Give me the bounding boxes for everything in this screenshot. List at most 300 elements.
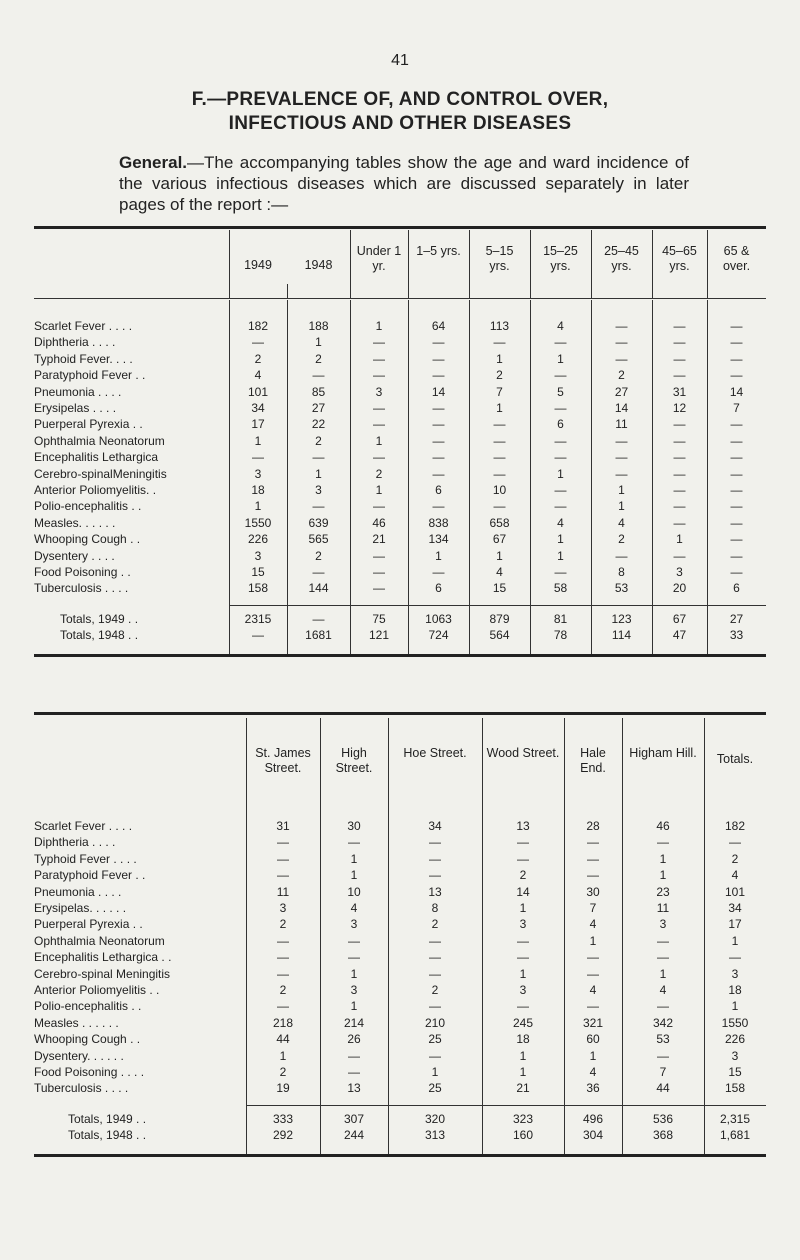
table-cell: 188 [308, 319, 329, 333]
table-cell: 226 [247, 532, 269, 547]
table-cell: 27 [614, 384, 629, 399]
table-cell: — [493, 450, 506, 465]
table-cell: — [673, 335, 686, 350]
top-rule [34, 226, 766, 229]
table-cell: 4 [557, 515, 564, 530]
table-cell: 1 [435, 548, 442, 563]
table-cell: — [615, 351, 628, 366]
row-label: Encephalitis Lethargica . . [34, 950, 172, 965]
totals-cell: 67 [672, 611, 687, 626]
table-cell: 17 [251, 417, 265, 432]
column-header: 25–45 yrs. [604, 244, 639, 273]
table-cell: 1 [496, 401, 503, 415]
table-cell: — [432, 335, 445, 350]
table-cell: 1 [557, 532, 564, 547]
row-label: Food Poisoning . . . . [34, 1065, 145, 1079]
table-cell: 4 [589, 1065, 597, 1079]
table-cell: 182 [247, 319, 269, 333]
bottom-rule [34, 654, 766, 657]
table-cell: — [554, 483, 567, 497]
table-cell: — [312, 565, 325, 579]
table-cell: 4 [731, 868, 739, 883]
table-cell: 2 [279, 983, 287, 997]
intro-text: —The accompanying tables show the age and ward incidence of the various infectious diseases which are discussed separately in later pages of the report :— [119, 153, 689, 214]
table-cell: 4 [659, 983, 667, 997]
table-cell: 17 [728, 917, 742, 932]
table-cell: — [517, 851, 529, 866]
table-cell: 26 [347, 1032, 361, 1047]
table-cell: — [277, 999, 289, 1014]
table-cell: 15 [251, 565, 265, 579]
totals-cell: 304 [582, 1128, 604, 1143]
table-cell: — [587, 868, 599, 883]
table-cell: 1 [659, 966, 667, 981]
column-divider [408, 230, 409, 298]
table-cell: 1 [315, 466, 322, 481]
table-cell: — [432, 433, 445, 448]
table-cell: 342 [652, 1015, 674, 1030]
table-cell: 1 [659, 868, 667, 883]
table-cell: — [373, 401, 385, 415]
table-cell: 6 [435, 581, 442, 596]
table-cell: 245 [512, 1015, 534, 1030]
table-cell: 6 [557, 417, 564, 432]
table-cell: 210 [424, 1015, 446, 1030]
table-cell: 1 [519, 1048, 527, 1063]
table-cell: 3 [350, 917, 358, 932]
row-label: Encephalitis Lethargica [34, 450, 159, 465]
table-cell: — [657, 1048, 669, 1063]
table-cell: 101 [247, 384, 269, 399]
table-cell: 11 [656, 901, 670, 915]
table-cell: — [373, 450, 385, 465]
totals-cell: 307 [343, 1111, 365, 1126]
table-cell: — [673, 351, 686, 366]
row-label: Diphtheria . . . . [34, 335, 116, 350]
table-cell: 1 [350, 999, 358, 1014]
table-cell: — [729, 835, 741, 850]
table-cell: — [277, 868, 289, 883]
totals-cell: 313 [424, 1128, 446, 1143]
table-cell: 2 [519, 868, 527, 883]
row-label: Dysentery. . . . . . [34, 1048, 124, 1063]
top-rule [34, 712, 766, 715]
table-cell: — [673, 417, 686, 432]
table-cell: 6 [435, 483, 442, 497]
column-header: Under 1 yr. [356, 244, 402, 273]
table-cell: 1 [676, 532, 683, 547]
table-cell: 34 [428, 819, 442, 833]
table-cell: 15 [728, 1065, 742, 1079]
table-cell: 3 [375, 384, 383, 399]
table-cell: — [493, 499, 506, 514]
page-number: 41 [391, 52, 409, 69]
table-cell: 3 [659, 917, 667, 932]
table-cell: — [373, 548, 385, 563]
totals-cell: 1063 [425, 611, 452, 626]
table-cell: 134 [428, 532, 449, 547]
totals-cell: 879 [489, 611, 510, 626]
table-cell: 1 [496, 351, 503, 366]
row-label: Cerebro-spinalMeningitis [34, 466, 167, 481]
table-cell: 1 [519, 1065, 527, 1079]
table-cell: — [730, 515, 743, 530]
totals-cell: 323 [512, 1111, 534, 1126]
table-cell: — [373, 351, 385, 366]
table-cell: 22 [311, 417, 326, 432]
row-label: Puerperal Pyrexia . . [34, 417, 143, 432]
table-cell: 1 [496, 548, 503, 563]
totals-cell: 121 [368, 628, 390, 643]
table-cell: 1 [350, 868, 358, 883]
totals-cell: 2,315 [719, 1111, 751, 1126]
age-incidence-table [34, 226, 766, 696]
table-cell: — [730, 565, 743, 579]
table-cell: — [730, 319, 743, 333]
table-cell: — [730, 499, 743, 514]
table-cell: — [554, 499, 567, 514]
table-cell: — [615, 450, 628, 465]
table-cell: 8 [618, 565, 625, 579]
bottom-rule [34, 1154, 766, 1157]
column-header: Totals. [716, 752, 754, 766]
table-cell: 1 [731, 999, 739, 1014]
table-cell: — [554, 335, 567, 350]
table-cell: — [493, 433, 506, 448]
table-cell: 19 [276, 1081, 290, 1096]
table-cell: — [657, 933, 669, 948]
table-cell: 1 [315, 335, 322, 350]
table-cell: 64 [431, 319, 446, 333]
table-cell: 639 [308, 515, 329, 530]
table-cell: — [312, 499, 325, 514]
table-cell: 1 [431, 1065, 439, 1079]
table-cell: — [432, 450, 445, 465]
table-cell: 3 [519, 917, 527, 932]
table-cell: — [615, 548, 628, 563]
table-cell: 3 [519, 983, 527, 997]
table-cell: 658 [489, 515, 510, 530]
row-label: Polio-encephalitis . . [34, 999, 142, 1014]
totals-cell: 123 [611, 611, 632, 626]
table-cell: — [673, 319, 686, 333]
table-cell: — [432, 351, 445, 366]
table-cell: 1 [375, 319, 383, 333]
table-cell: 12 [672, 401, 687, 415]
table-cell: — [730, 532, 743, 547]
totals-cell: 160 [512, 1128, 534, 1143]
table-cell: — [673, 466, 686, 481]
intro-paragraph [119, 152, 689, 215]
table-cell: 30 [586, 884, 600, 899]
table-cell: — [252, 450, 264, 465]
table-cell: — [348, 835, 360, 850]
table-cell: 11 [615, 417, 628, 432]
totals-cell: 564 [489, 628, 510, 643]
table-cell: — [348, 933, 360, 948]
table-cell: 1 [618, 483, 625, 497]
row-label: Paratyphoid Fever . . [34, 368, 146, 383]
table-cell: 838 [428, 515, 449, 530]
table-cell: 13 [516, 819, 530, 833]
intro-lead: General. [119, 153, 188, 172]
table-cell: 226 [724, 1032, 746, 1047]
heading-line-2: INFECTIOUS AND OTHER DISEASES [228, 113, 572, 134]
column-header: 45–65 yrs. [662, 244, 697, 273]
table-cell: 214 [343, 1015, 365, 1030]
section-heading [0, 88, 800, 136]
table-cell: — [348, 1048, 360, 1063]
table-cell: — [517, 835, 529, 850]
table-cell: 1 [254, 499, 262, 514]
table-cell: 2 [315, 548, 322, 563]
table-cell: 46 [656, 819, 670, 833]
totals-cell: 1681 [305, 628, 332, 643]
table-cell: 4 [350, 901, 358, 915]
table-cell: — [277, 933, 289, 948]
table-cell: — [730, 483, 743, 497]
totals-label: Totals, 1949 . . [60, 611, 139, 626]
totals-cell: 292 [272, 1128, 294, 1143]
table-cell: — [554, 401, 567, 415]
table-cell: — [252, 335, 264, 350]
table-cell: — [277, 835, 289, 850]
table-cell: 15 [492, 581, 507, 596]
table-cell: 8 [431, 901, 439, 915]
table-cell: 53 [656, 1032, 670, 1047]
table-cell: — [673, 368, 686, 383]
table-cell: — [554, 565, 567, 579]
totals-cell: 81 [553, 611, 568, 626]
table-cell: — [587, 835, 599, 850]
table-cell: 158 [724, 1081, 746, 1096]
table-cell: — [429, 966, 441, 981]
totals-label: Totals, 1948 . . [68, 1128, 147, 1143]
row-label: Erysipelas. . . . . . [34, 901, 127, 915]
row-label: Tuberculosis . . . . [34, 581, 129, 596]
totals-cell: 47 [672, 628, 687, 643]
table-cell: — [673, 499, 686, 514]
table-cell: 36 [586, 1081, 600, 1096]
table-cell: 1550 [721, 1015, 749, 1030]
table-cell: — [673, 483, 686, 497]
column-header: 5–15 yrs. [485, 244, 514, 273]
table-cell: — [373, 581, 385, 596]
table-cell: 21 [516, 1081, 530, 1096]
totals-cell: 368 [652, 1128, 674, 1143]
table-cell: — [587, 851, 599, 866]
row-label: Pneumonia . . . . [34, 884, 122, 899]
table-cell: 46 [372, 515, 386, 530]
table-cell: — [657, 999, 669, 1014]
column-divider [287, 284, 288, 298]
totals-cell: 1,681 [719, 1128, 751, 1143]
table-cell: 28 [586, 819, 600, 833]
table-cell: 14 [431, 384, 446, 399]
totals-label: Totals, 1948 . . [60, 628, 139, 643]
table-cell: 2 [731, 851, 739, 866]
table-cell: 101 [724, 884, 746, 899]
table-cell: — [373, 417, 385, 432]
table-cell: 21 [372, 532, 386, 547]
table-cell: — [429, 999, 441, 1014]
totals-cell: 2315 [244, 611, 272, 626]
table-cell: — [517, 933, 529, 948]
table-cell: 144 [308, 581, 329, 596]
totals-label: Totals, 1949 . . [68, 1111, 147, 1126]
table-cell: — [673, 450, 686, 465]
table-cell: 6 [733, 581, 740, 596]
table-cell: 1 [375, 433, 383, 448]
table-cell: 10 [492, 483, 507, 497]
row-label: Measles. . . . . . [34, 515, 116, 530]
column-header: St. James Street. [255, 746, 311, 775]
table-cell: — [373, 565, 385, 579]
row-label: Typhoid Fever . . . . [34, 851, 137, 866]
table-cell: 182 [724, 819, 746, 833]
table-cell: — [432, 466, 445, 481]
table-cell: 18 [251, 483, 265, 497]
totals-cell: 333 [272, 1111, 294, 1126]
totals-cell: 27 [729, 611, 744, 626]
table-cell: 14 [516, 884, 530, 899]
column-header: Hoe Street. [403, 746, 467, 760]
column-header: 65 & over. [722, 244, 751, 273]
table-cell: — [657, 835, 669, 850]
row-label: Diphtheria . . . . [34, 835, 116, 850]
totals-cell: 724 [428, 628, 449, 643]
table-cell: — [615, 466, 628, 481]
table-cell: — [729, 950, 741, 965]
table-cell: — [554, 368, 567, 383]
table-cell: 1 [279, 1048, 287, 1063]
table-cell: 5 [557, 384, 564, 399]
table-cell: 1 [557, 351, 564, 366]
table-cell: 2 [315, 433, 322, 448]
table-cell: 14 [729, 384, 744, 399]
table-cell: — [348, 950, 360, 965]
table-cell: — [493, 417, 506, 432]
table-cell: — [673, 515, 686, 530]
totals-cell: — [252, 628, 264, 643]
table-cell: 58 [553, 581, 568, 596]
table-cell: 1550 [244, 515, 272, 530]
table-cell: 565 [308, 532, 329, 547]
table-cell: — [373, 499, 385, 514]
table-cell: 53 [614, 581, 629, 596]
table-cell: — [730, 433, 743, 448]
table-cell: 23 [656, 884, 670, 899]
column-header: 15–25 yrs. [543, 244, 578, 273]
table-cell: 1 [589, 933, 597, 948]
table-cell: 11 [276, 884, 290, 899]
table-cell: 13 [428, 884, 442, 899]
table-cell: 1 [254, 433, 262, 448]
table-cell: 31 [672, 384, 687, 399]
row-label: Dysentery . . . . [34, 548, 115, 563]
table-cell: — [730, 548, 743, 563]
table-cell: 10 [347, 884, 361, 899]
totals-cell: 33 [729, 628, 744, 643]
table-cell: 3 [254, 466, 262, 481]
table-cell: — [615, 335, 628, 350]
table-cell: — [730, 450, 743, 465]
table-cell: — [730, 335, 743, 350]
table-cell: — [429, 1048, 441, 1063]
table-cell: 1 [350, 851, 358, 866]
table-cell: — [673, 548, 686, 563]
table-cell: — [432, 499, 445, 514]
table-cell: 13 [347, 1081, 361, 1096]
column-header: High Street. [335, 746, 373, 775]
row-label: Ophthalmia Neonatorum [34, 433, 165, 448]
column-header: 1949 [244, 258, 272, 272]
table-cell: 14 [614, 401, 629, 415]
table-cell: — [429, 950, 441, 965]
table-cell: 2 [618, 368, 625, 383]
table-cell: 34 [728, 901, 742, 915]
row-label: Pneumonia . . . . [34, 384, 122, 399]
table-cell: 67 [492, 532, 507, 547]
table-cell: — [730, 417, 743, 432]
table-cell: 113 [489, 319, 510, 333]
table-cell: 3 [315, 483, 322, 497]
table-cell: 2 [375, 466, 383, 481]
row-label: Scarlet Fever . . . . [34, 319, 133, 333]
table-cell: 7 [733, 401, 740, 415]
table-cell: — [554, 450, 567, 465]
table-cell: 34 [251, 401, 265, 415]
row-label: Scarlet Fever . . . . [34, 819, 133, 833]
table-cell: 1 [375, 483, 383, 497]
table-cell: 18 [728, 983, 742, 997]
row-label: Anterior Poliomyelitis. . [34, 483, 157, 497]
totals-cell: 75 [372, 611, 386, 626]
table-cell: — [429, 851, 441, 866]
row-label: Typhoid Fever. . . . [34, 351, 133, 366]
table-cell: 25 [428, 1081, 442, 1096]
table-cell: 218 [272, 1015, 294, 1030]
table-cell: — [517, 999, 529, 1014]
table-cell: 1 [519, 966, 527, 981]
row-label: Tuberculosis . . . . [34, 1081, 129, 1096]
table-cell: — [312, 450, 325, 465]
totals-cell: 536 [652, 1111, 674, 1126]
row-label: Whooping Cough . . [34, 1032, 141, 1047]
table-cell: 2 [618, 532, 625, 547]
table-cell: — [615, 433, 628, 448]
table-cell: 7 [496, 384, 503, 399]
table-cell: 18 [516, 1032, 530, 1047]
table-cell: — [429, 933, 441, 948]
table-cell: — [373, 335, 385, 350]
header-rule [34, 298, 766, 299]
totals-cell: 78 [553, 628, 568, 643]
table-cell: 4 [589, 983, 597, 997]
table-cell: 2 [254, 351, 262, 366]
table-cell: — [587, 999, 599, 1014]
table-cell: 2 [279, 917, 287, 932]
row-label: Polio-encephalitis . . [34, 499, 142, 514]
table-cell: 2 [431, 983, 439, 997]
column-header: Hale End. [580, 746, 606, 775]
table-cell: 4 [589, 917, 597, 932]
table-cell: 20 [672, 581, 687, 596]
row-label: Paratyphoid Fever . . [34, 868, 146, 883]
table-cell: 4 [618, 515, 625, 530]
table-cell: — [432, 417, 445, 432]
row-label: Puerperal Pyrexia . . [34, 917, 143, 932]
